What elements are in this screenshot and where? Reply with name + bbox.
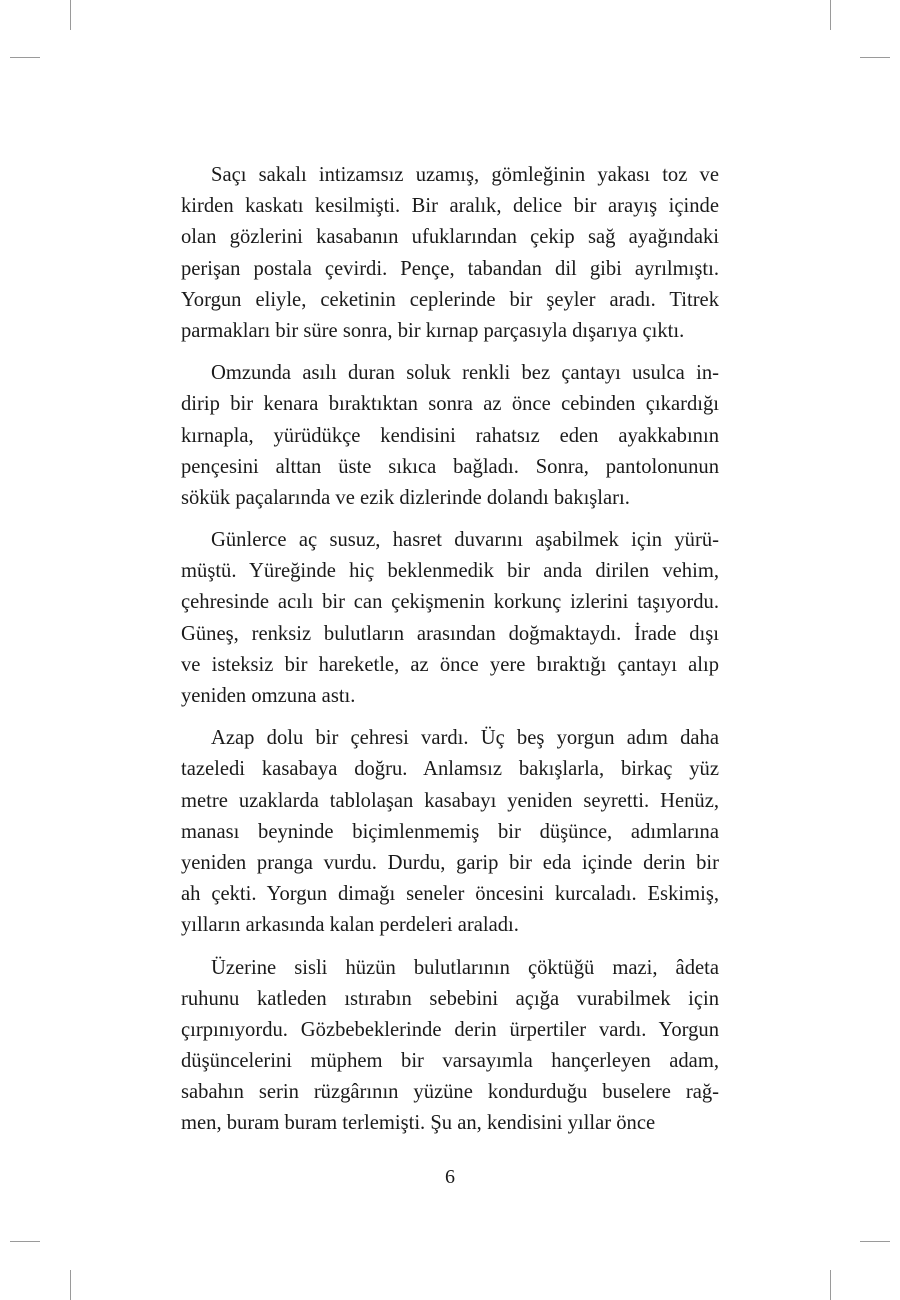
crop-mark-top-left-horizontal bbox=[10, 57, 40, 58]
text-line: olan gözlerini kasabanın ufuklarından çekip sağ ayağındaki bbox=[181, 226, 719, 249]
paragraph bbox=[181, 358, 719, 514]
text-line: yeniden omzuna astı. bbox=[181, 685, 356, 707]
text-line: ve isteksiz bir hareketle, az önce yere bıraktığı çantayı alıp bbox=[181, 653, 719, 676]
text-line: Saçı sakalı intizamsız uzamış, gömleğinin yakası toz ve bbox=[211, 164, 719, 186]
crop-mark-bottom-left-vertical bbox=[70, 1270, 71, 1300]
text-line: kırnapla, yürüdükçe kendisini rahatsız eden ayakkabının bbox=[181, 424, 719, 447]
text-line: perişan postala çevirdi. Pençe, tabandan dil gibi ayrılmıştı. bbox=[181, 257, 719, 280]
text-line: Günlerce aç susuz, hasret duvarını aşabilmek için yürü- bbox=[211, 529, 719, 552]
text-line: sökük paçalarında ve ezik dizlerinde dolandı bakışları. bbox=[181, 486, 630, 509]
text-line: parmakları bir süre sonra, bir kırnap parçasıyla dışarıya çıktı. bbox=[181, 319, 685, 342]
text-line: ruhunu katleden ıstırabın sebebini açığa vurabilmek için bbox=[181, 987, 719, 1010]
body-text bbox=[181, 160, 719, 1151]
paragraph bbox=[181, 953, 719, 1140]
text-line: tazeledi kasabaya doğru. Anlamsız bakışlarla, birkaç yüz bbox=[181, 758, 719, 781]
text-line: dirip bir kenara bıraktıktan sonra az önce cebinden çıkardığı bbox=[181, 393, 719, 416]
text-line: çehresinde acılı bir can çekişmenin korkunç izlerini taşıyordu. bbox=[181, 591, 719, 614]
text-line: pençesini alttan üste sıkıca bağladı. Sonra, pantolonunun bbox=[181, 455, 719, 478]
crop-mark-top-right-vertical bbox=[830, 0, 831, 30]
page-number: 6 bbox=[445, 1166, 455, 1188]
crop-mark-top-left-vertical bbox=[70, 0, 71, 30]
text-line: men, buram buram terlemişti. Şu an, kendisini yıllar önce bbox=[181, 1112, 656, 1135]
text-line: manası beyninde biçimlenmemiş bir düşünce, adımlarına bbox=[181, 820, 719, 843]
text-line: müştü. Yüreğinde hiç beklenmedik bir anda dirilen vehim, bbox=[181, 560, 719, 583]
text-line: metre uzaklarda tablolaşan kasabayı yeniden seyretti. Henüz, bbox=[181, 789, 719, 812]
paragraph bbox=[181, 525, 719, 712]
paragraph bbox=[181, 160, 719, 347]
crop-mark-bottom-left-horizontal bbox=[10, 1241, 40, 1242]
text-line: sabahın serin rüzgârının yüzüne kondurduğu buselere rağ- bbox=[181, 1081, 719, 1104]
text-line: çırpınıyordu. Gözbebeklerinde derin ürpertiler vardı. Yorgun bbox=[181, 1018, 719, 1041]
text-line: Yorgun eliyle, ceketinin ceplerinde bir şeyler aradı. Titrek bbox=[181, 288, 719, 311]
text-line: yeniden pranga vurdu. Durdu, garip bir eda içinde derin bir bbox=[181, 851, 719, 874]
text-line: Güneş, renksiz bulutların arasından doğmaktaydı. İrade dışı bbox=[181, 622, 719, 645]
text-line: yılların arkasında kalan perdeleri araladı. bbox=[181, 914, 519, 937]
paragraph bbox=[181, 723, 719, 941]
crop-mark-bottom-right-vertical bbox=[830, 1270, 831, 1300]
text-line: Azap dolu bir çehresi vardı. Üç beş yorgun adım daha bbox=[211, 727, 719, 750]
crop-mark-top-right-horizontal bbox=[860, 57, 890, 58]
text-line: kirden kaskatı kesilmişti. Bir aralık, delice bir arayış içinde bbox=[181, 195, 719, 218]
crop-mark-bottom-right-horizontal bbox=[860, 1241, 890, 1242]
text-line: ah çekti. Yorgun dimağı seneler öncesini kurcaladı. Eskimiş, bbox=[181, 883, 719, 906]
text-line: Üzerine sisli hüzün bulutlarının çöktüğü mazi, âdeta bbox=[211, 956, 719, 979]
text-line: Omzunda asılı duran soluk renkli bez çantayı usulca in- bbox=[211, 362, 719, 385]
text-line: düşüncelerini müphem bir varsayımla hançerleyen adam, bbox=[181, 1050, 719, 1073]
